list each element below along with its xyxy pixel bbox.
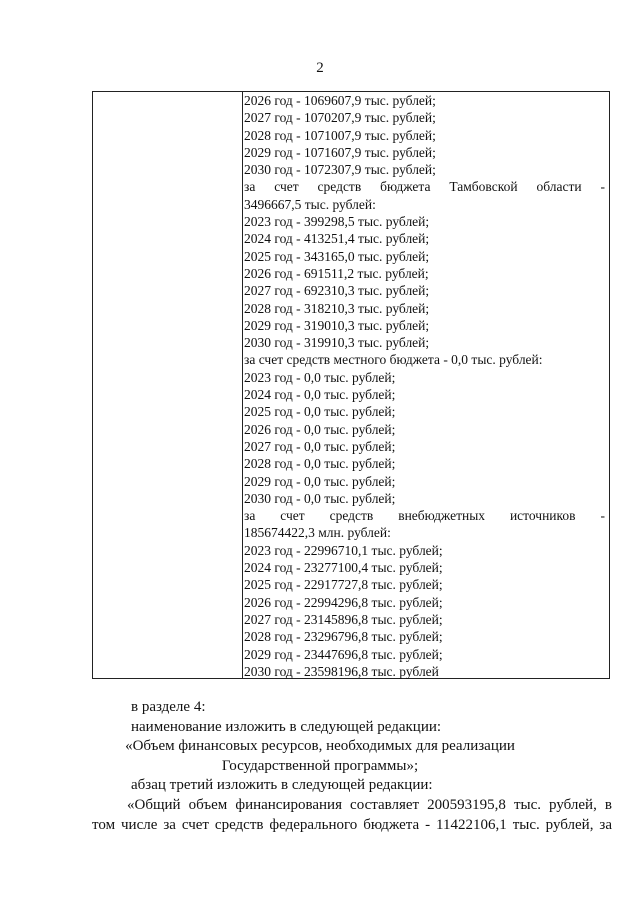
table-line: 2030 год - 23598196,8 тыс. рублей	[244, 663, 439, 679]
word: «Общий	[127, 796, 181, 813]
word: бюджета	[363, 816, 420, 833]
quote-line: Государственной программы»;	[221, 757, 419, 774]
word: -	[600, 179, 605, 195]
table-line: 2026 год - 1069607,9 тыс. рублей;	[244, 93, 436, 108]
table-line: 2028 год - 23296796,8 тыс. рублей;	[244, 629, 443, 645]
word: за	[244, 508, 256, 524]
word: счет	[274, 179, 299, 195]
table-line: 2026 год - 0,0 тыс. рублей;	[244, 421, 396, 437]
table-line: 2028 год - 0,0 тыс. рублей;	[244, 456, 396, 472]
table-line: 2026 год - 691511,2 тыс. рублей;	[244, 265, 429, 281]
page-number: 2	[316, 60, 324, 76]
table-right-cell	[243, 92, 605, 680]
table-line: 2025 год - 0,0 тыс. рублей;	[244, 404, 396, 420]
table-line: 2024 год - 413251,4 тыс. рублей;	[244, 231, 430, 247]
word: Тамбовской	[449, 179, 518, 195]
table-line: 2028 год - 318210,3 тыс. рублей;	[244, 300, 430, 316]
word: -	[425, 816, 431, 833]
table-line: 2024 год - 0,0 тыс. рублей;	[244, 387, 396, 403]
table-line: 2025 год - 22917727,8 тыс. рублей;	[244, 577, 443, 593]
table-line: 185674422,3 млн. рублей:	[244, 525, 391, 541]
table-line: 2029 год - 0,0 тыс. рублей;	[244, 473, 396, 489]
table-line: 2028 год - 1071007,9 тыс. рублей;	[244, 127, 436, 143]
word: бюджета	[380, 179, 431, 195]
body-line-justified	[0, 816, 612, 836]
word: за	[244, 179, 256, 195]
table-line: 3496667,5 тыс. рублей:	[244, 196, 376, 212]
table-line: 2026 год - 22994296,8 тыс. рублей;	[244, 594, 443, 610]
instruction-paragraph: абзац третий изложить в следующей редакции:	[131, 777, 433, 794]
instruction-name: наименование изложить в следующей редакции:	[131, 718, 442, 735]
word: числе	[121, 816, 158, 833]
table-line: за счет средств местного бюджета - 0,0 тыс. рублей:	[244, 352, 543, 368]
amendment-text	[0, 698, 640, 835]
table-line-justified	[244, 178, 605, 195]
section-reference: в разделе 4:	[131, 699, 206, 715]
word: внебюджетных	[398, 508, 486, 524]
word: финансирования	[235, 796, 342, 813]
quote-line: «Объем финансовых ресурсов, необходимых для реализации	[125, 738, 515, 755]
word: счет	[181, 816, 209, 833]
word: рублей,	[545, 816, 594, 833]
word: федерального	[269, 816, 358, 833]
word: рублей,	[549, 796, 597, 813]
body-line-justified	[0, 796, 612, 816]
word: за	[163, 816, 176, 833]
word: 11422106,1	[436, 816, 507, 833]
table-line: 2027 год - 1070207,9 тыс. рублей;	[244, 110, 436, 126]
table-line: 2027 год - 0,0 тыс. рублей;	[244, 438, 396, 454]
word: счет	[280, 508, 305, 524]
word: объем	[188, 796, 228, 813]
table-line: 2029 год - 319010,3 тыс. рублей;	[244, 317, 430, 333]
word: тыс.	[512, 816, 540, 833]
word: средств	[329, 508, 374, 524]
table-line-justified	[244, 507, 605, 524]
word: в	[604, 796, 612, 813]
word: средств	[214, 816, 264, 833]
word: -	[600, 508, 605, 524]
word: за	[599, 816, 612, 833]
table-line: 2023 год - 22996710,1 тыс. рублей;	[244, 542, 443, 558]
table-line: 2030 год - 1072307,9 тыс. рублей;	[244, 162, 436, 178]
table-line: 2030 год - 319910,3 тыс. рублей;	[244, 335, 430, 351]
table-left-cell	[93, 92, 243, 678]
table-line: 2029 год - 23447696,8 тыс. рублей;	[244, 646, 443, 662]
word: источников	[509, 508, 576, 524]
word: области	[536, 179, 582, 195]
word: 200593195,8	[427, 796, 506, 813]
table-line: 2027 год - 23145896,8 тыс. рублей;	[244, 611, 443, 627]
table-line: 2024 год - 23277100,4 тыс. рублей;	[244, 560, 443, 576]
table-line: 2025 год - 343165,0 тыс. рублей;	[244, 248, 430, 264]
table-line: 2027 год - 692310,3 тыс. рублей;	[244, 283, 430, 299]
funding-table	[92, 91, 610, 679]
table-line: 2030 год - 0,0 тыс. рублей;	[244, 490, 396, 506]
word: том	[92, 816, 116, 833]
word: тыс.	[513, 796, 541, 813]
word: составляет	[350, 796, 420, 813]
word: средств	[317, 179, 362, 195]
table-line: 2023 год - 399298,5 тыс. рублей;	[244, 214, 430, 230]
table-line: 2023 год - 0,0 тыс. рублей;	[244, 369, 396, 385]
table-line: 2029 год - 1071607,9 тыс. рублей;	[244, 144, 436, 160]
